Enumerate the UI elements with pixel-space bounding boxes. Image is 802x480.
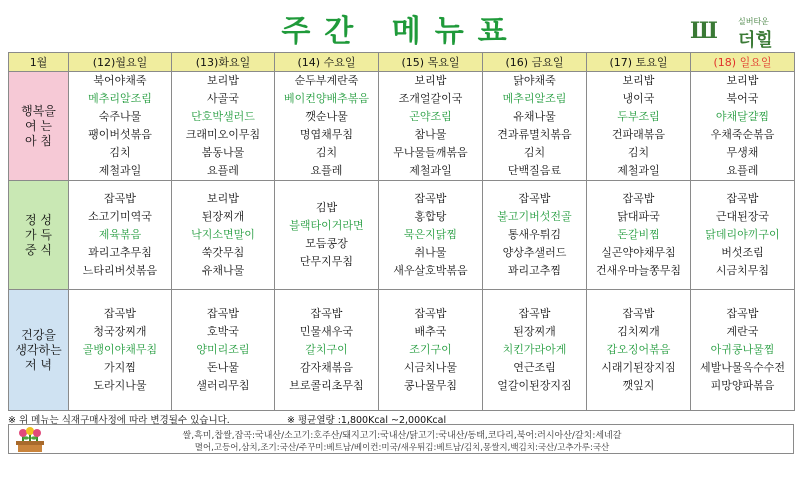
menu-item: 숙주나물 <box>98 110 142 123</box>
menu-item: 명엽채무침 <box>299 128 354 141</box>
menu-item: 잡곡밥 <box>414 307 447 320</box>
menu-cell-dinner-fri <box>483 290 587 411</box>
menu-item: 김치찌개 <box>617 325 660 338</box>
logo-subtitle: 실버타운 <box>738 17 769 26</box>
menu-item: 불고기버섯전골 <box>497 210 572 223</box>
menu-item: 갑오징어볶음 <box>606 343 671 356</box>
menu-cell-lunch-wed <box>275 181 379 290</box>
menu-item: 시래기된장지짐 <box>601 361 676 374</box>
menu-item: 봄동나물 <box>201 146 245 159</box>
menu-item: 건파래볶음 <box>611 128 666 141</box>
menu-item: 갈치구이 <box>305 343 348 356</box>
calorie-notice: ※ 평균열량 :1,800Kcal ~2,000Kcal <box>287 415 447 426</box>
logo-mark: Ш <box>690 18 718 44</box>
day-header-fri: (16) 금요일 <box>483 53 587 72</box>
origin-box <box>8 424 794 454</box>
menu-item: 메추리알조림 <box>502 92 567 105</box>
menu-item: 호박국 <box>207 325 239 338</box>
meal-label-line: 생각하는 <box>15 342 62 357</box>
menu-item: 양상추샐러드 <box>502 246 567 259</box>
menu-item: 보리밥 <box>622 74 655 87</box>
menu-item: 취나물 <box>414 246 447 259</box>
menu-cell-breakfast-tue <box>172 72 275 181</box>
day-header-tue: (13)화요일 <box>172 53 275 72</box>
menu-item: 북어야채죽 <box>93 74 147 87</box>
menu-item: 계란국 <box>726 325 759 338</box>
menu-item: 피망양파볶음 <box>710 379 775 392</box>
origin-line-1: 쌀,흑미,찹쌀,잡곡:국내산/소고기:호주산/돼지고기:국내산/닭고기:국내산/동태,코다리,북어:러시아산/갈치:세네갈 <box>182 431 622 441</box>
menu-item: 단호박샐러드 <box>191 110 255 123</box>
menu-item: 치킨가라아게 <box>502 343 567 356</box>
menu-item: 북어국 <box>726 92 759 105</box>
menu-item: 양미리조림 <box>196 343 250 356</box>
menu-item: 사골국 <box>207 92 239 105</box>
menu-item: 잡곡밥 <box>622 192 655 205</box>
menu-item: 김밥 <box>315 201 338 214</box>
menu-item: 메추리알조림 <box>88 92 152 105</box>
menu-item: 낙지소면말이 <box>191 228 255 241</box>
menu-cell-dinner-tue <box>172 290 275 411</box>
day-header-sun: (18) 일요일 <box>691 53 795 72</box>
day-header-thu: (15) 목요일 <box>379 53 483 72</box>
menu-item: 깻잎지 <box>622 379 655 392</box>
menu-item: 돈갈비찜 <box>617 228 660 241</box>
meal-label-line: 가 득 <box>25 227 52 242</box>
meal-label-line: 건강을 <box>21 327 56 342</box>
meal-label-dinner <box>9 290 69 411</box>
meal-label-lunch <box>9 181 69 290</box>
menu-item: 크래미오이무침 <box>185 128 261 141</box>
menu-item: 요플레 <box>310 164 343 177</box>
meal-label-line: 저 녁 <box>25 357 52 372</box>
menu-item: 김치 <box>523 146 546 159</box>
menu-item: 돈나물 <box>207 361 239 374</box>
meal-label-line: 아 침 <box>25 133 52 148</box>
menu-item: 얼갈이된장지짐 <box>497 379 572 392</box>
menu-item: 잡곡밥 <box>726 192 759 205</box>
menu-cell-dinner-thu <box>379 290 483 411</box>
menu-item: 꽈리고추무침 <box>88 246 152 259</box>
menu-item: 보리밥 <box>414 74 447 87</box>
menu-item: 민물새우국 <box>299 325 354 338</box>
menu-item: 김치 <box>315 146 338 159</box>
weekly-menu-table <box>8 52 795 411</box>
menu-item: 새우살호박볶음 <box>393 264 468 277</box>
menu-item: 단무지무침 <box>299 255 354 268</box>
menu-item: 잡곡밥 <box>518 192 551 205</box>
meal-label-line: 중 식 <box>25 242 52 257</box>
menu-item: 야채달걀찜 <box>715 110 770 123</box>
menu-item: 두부조림 <box>617 110 660 123</box>
menu-cell-dinner-wed <box>275 290 379 411</box>
menu-item: 단백질음료 <box>507 164 562 177</box>
menu-item: 무생채 <box>726 146 759 159</box>
menu-item: 잡곡밥 <box>104 192 136 205</box>
menu-item: 잡곡밥 <box>207 307 239 320</box>
meal-label-line: 정 성 <box>25 212 52 227</box>
menu-item: 닭야채죽 <box>513 74 556 87</box>
menu-item: 요플레 <box>207 164 239 177</box>
menu-cell-breakfast-mon <box>69 72 172 181</box>
menu-item: 보리밥 <box>726 74 759 87</box>
menu-item: 냉이국 <box>622 92 655 105</box>
menu-item: 잡곡밥 <box>622 307 655 320</box>
menu-item: 가지찜 <box>104 361 136 374</box>
menu-item: 잡곡밥 <box>414 192 447 205</box>
menu-item: 곤약조림 <box>409 110 452 123</box>
menu-item: 건새우마늘쫑무침 <box>595 264 681 277</box>
day-header-wed: (14) 수요일 <box>275 53 379 72</box>
menu-item: 잡곡밥 <box>104 307 136 320</box>
menu-item: 견과류멸치볶음 <box>497 128 572 141</box>
menu-item: 유채나물 <box>513 110 556 123</box>
menu-item: 묵은지닭찜 <box>403 228 458 241</box>
day-header-mon: (12)월요일 <box>69 53 172 72</box>
menu-item: 샐러리무침 <box>196 379 250 392</box>
menu-item: 김치 <box>109 146 131 159</box>
menu-item: 통새우튀김 <box>507 228 562 241</box>
menu-item: 골뱅이야채무침 <box>82 343 158 356</box>
menu-item: 시금치나물 <box>403 361 458 374</box>
menu-item: 연근조림 <box>513 361 556 374</box>
menu-item: 무나물들깨볶음 <box>393 146 468 159</box>
menu-item: 블랙타이거라면 <box>289 219 364 232</box>
menu-item: 청국장찌개 <box>93 325 147 338</box>
menu-item: 순두부계란죽 <box>294 74 359 87</box>
menu-cell-breakfast-thu <box>379 72 483 181</box>
menu-item: 아귀콩나물찜 <box>710 343 775 356</box>
menu-item: 참나물 <box>414 128 447 141</box>
menu-item: 소고기미역국 <box>88 210 152 223</box>
menu-cell-lunch-tue <box>172 181 275 290</box>
menu-cell-breakfast-sat <box>587 72 691 181</box>
menu-item: 콩나물무침 <box>403 379 458 392</box>
brand-logo <box>690 14 798 50</box>
menu-cell-breakfast-wed <box>275 72 379 181</box>
menu-item: 시금치무침 <box>715 264 770 277</box>
meal-row-lunch <box>9 181 795 290</box>
menu-cell-breakfast-fri <box>483 72 587 181</box>
menu-item: 꽈리고추찜 <box>507 264 562 277</box>
menu-item: 실곤약야채무침 <box>601 246 676 259</box>
meal-label-line: 행복을 <box>21 103 56 118</box>
page-title: 주간 메뉴표 <box>281 14 521 49</box>
meal-row-breakfast <box>9 72 795 181</box>
menu-item: 유채나물 <box>201 264 245 277</box>
menu-item: 잡곡밥 <box>726 307 759 320</box>
menu-item: 근대된장국 <box>715 210 770 223</box>
meal-label-breakfast <box>9 72 69 181</box>
menu-item: 조개얼갈이국 <box>398 92 463 105</box>
menu-item: 조기구이 <box>409 343 452 356</box>
menu-cell-lunch-mon <box>69 181 172 290</box>
menu-item: 느타리버섯볶음 <box>82 264 158 277</box>
menu-item: 김치 <box>627 146 650 159</box>
menu-item: 브로콜리초무침 <box>289 379 364 392</box>
menu-item: 보리밥 <box>207 192 239 205</box>
menu-item: 감자채볶음 <box>299 361 354 374</box>
menu-item: 제철과일 <box>409 164 452 177</box>
menu-item: 깻순나물 <box>305 110 348 123</box>
menu-cell-lunch-sat <box>587 181 691 290</box>
menu-item: 잡곡밥 <box>310 307 343 320</box>
menu-item: 보리밥 <box>207 74 239 87</box>
menu-item: 쑥갓무침 <box>201 246 245 259</box>
month-header: 1월 <box>9 53 69 72</box>
menu-item: 제철과일 <box>617 164 660 177</box>
menu-cell-dinner-sat <box>587 290 691 411</box>
menu-item: 된장찌개 <box>201 210 245 223</box>
menu-item: 버섯조림 <box>721 246 764 259</box>
menu-cell-lunch-fri <box>483 181 587 290</box>
menu-cell-dinner-mon <box>69 290 172 411</box>
menu-cell-lunch-thu <box>379 181 483 290</box>
menu-item: 닭데리야끼구이 <box>705 228 780 241</box>
menu-item: 베이컨양배추볶음 <box>283 92 369 105</box>
origin-line-2: 멸어,고등어,삼치,조기:국산/주꾸미:베트남/베이컨:미국/새우튀김:베트남/김치,몽쌀지,백김치:국산/고추가루:국산 <box>194 443 610 453</box>
menu-item: 된장찌개 <box>513 325 556 338</box>
logo-name: 더힐 <box>738 30 773 51</box>
change-notice: ※ 위 메뉴는 식재구매사정에 따라 변경될수 있습니다. <box>8 415 230 426</box>
menu-item: 잡곡밥 <box>518 307 551 320</box>
menu-item: 팽이버섯볶음 <box>88 128 152 141</box>
header-row <box>9 53 795 72</box>
menu-item: 도라지나물 <box>93 379 147 392</box>
menu-item: 세발나물옥수수전 <box>699 361 785 374</box>
day-header-sat: (17) 토요일 <box>587 53 691 72</box>
menu-item: 배추국 <box>414 325 447 338</box>
menu-item: 모듬콩장 <box>305 237 348 250</box>
meal-row-dinner <box>9 290 795 411</box>
menu-item: 요플레 <box>726 164 759 177</box>
menu-item: 닭대파국 <box>617 210 660 223</box>
menu-item: 우채죽순볶음 <box>710 128 775 141</box>
menu-cell-dinner-sun <box>691 290 795 411</box>
menu-item: 제육볶음 <box>98 228 142 241</box>
menu-item: 제철과일 <box>98 164 142 177</box>
menu-cell-lunch-sun <box>691 181 795 290</box>
menu-item: 홍합탕 <box>414 210 447 223</box>
meal-label-line: 여 는 <box>25 118 52 133</box>
menu-cell-breakfast-sun <box>691 72 795 181</box>
